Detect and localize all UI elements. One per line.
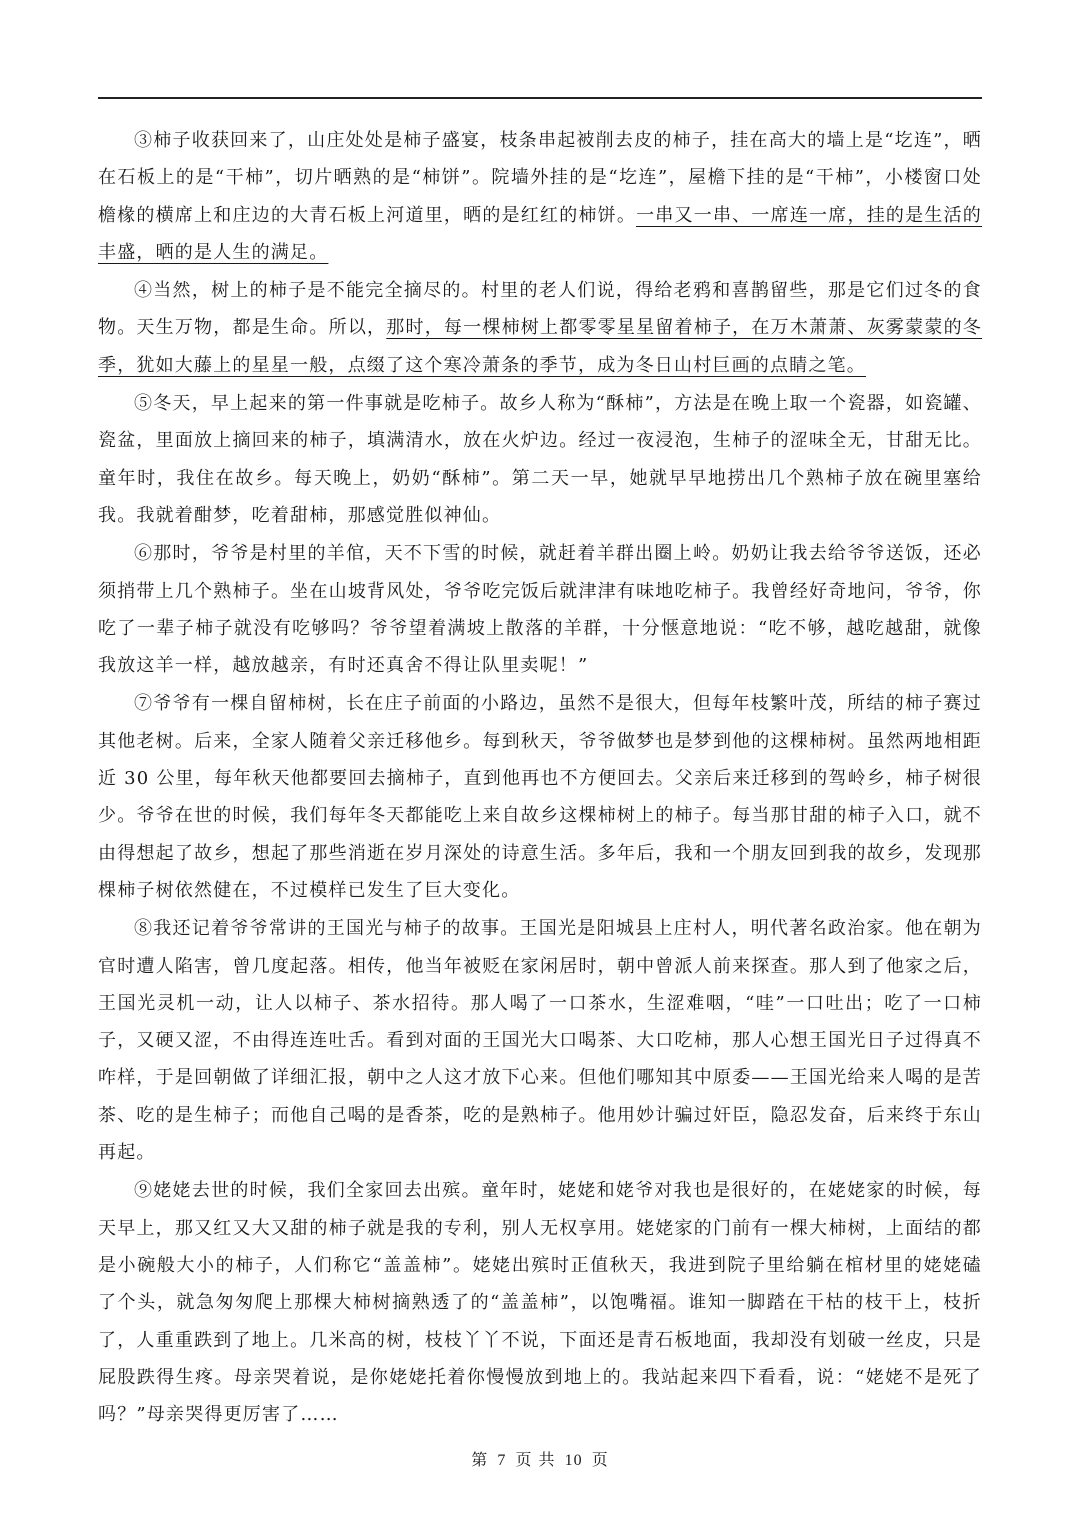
paragraph-text: ⑤冬天，早上起来的第一件事就是吃柿子。故乡人称为“酥柿”，方法是在晚上取一个瓷器，如瓷罐、瓷盆，里面放上摘回来的柿子，填满清水，放在火炉边。经过一夜浸泡，生柿子的涩味全无，甘甜无比。童年时，我住在故乡。每天晚上，奶奶“酥柿”。第二天一早，她就早早地捞出几个熟柿子放在碗里塞给我。我就着酣梦，吃着甜柿，那感觉胜似神仙。	[98, 393, 982, 526]
current-page-number: 7	[497, 1452, 507, 1469]
paragraph-6	[98, 535, 982, 684]
footer-middle: 页 共	[515, 1450, 556, 1469]
paragraph-text: ⑥那时，爷爷是村里的羊倌，天不下雪的时候，就赶着羊群出圈上岭。奶奶让我去给爷爷送饭，还必须捎带上几个熟柿子。坐在山坡背风处，爷爷吃完饭后就津津有味地吃柿子。我曾经好奇地问，爷爷，你吃了一辈子柿子就没有吃够吗？爷爷望着满坡上散落的羊群，十分惬意地说：“吃不够，越吃越甜，就像我放这羊一样，越放越亲，有时还真舍不得让队里卖呢！”	[98, 543, 982, 677]
paragraph-text: ⑨姥姥去世的时候，我们全家回去出殡。童年时，姥姥和姥爷对我也是很好的，在姥姥家的时候，每天早上，那又红又大又甜的柿子就是我的专利，别人无权享用。姥姥家的门前有一棵大柿树，上面结的都是小碗般大小的柿子，人们称它“盖盖柿”。姥姥出殡时正值秋天，我进到院子里给躺在棺材里的姥姥磕了个头，就急匆匆爬上那棵大柿树摘熟透了的“盖盖柿”，以饱嘴福。谁知一脚踏在干枯的枝干上，枝折了，人重重跌到了地上。几米高的树，枝枝丫丫不说，下面还是青石板地面，我却没有划破一丝皮，只是屁股跌得生疼。母亲哭着说，是你姥姥托着你慢慢放到地上的。我站起来四下看看，说：“姥姥不是死了吗？”母亲哭得更厉害了……	[98, 1180, 982, 1426]
underlined-sentence: 一串又一串、一席连一席，挂的是生活的丰盛，晒的是人生的满足。	[98, 204, 982, 263]
paragraph-4	[98, 272, 982, 384]
paragraph-text: ③柿子收获回来了，山庄处处是柿子盛宴，枝条串起被削去皮的柿子，挂在高大的墙上是“圪连”，晒在石板上的是“干柿”，切片晒熟的是“柿饼”。院墙外挂的是“圪连”，屋檐下挂的是“干柿”，小楼窗口处檐椽的横席上和庄边的大青石板上河道里，晒的是红红的柿饼。	[98, 130, 982, 226]
paragraph-text: ⑧我还记着爷爷常讲的王国光与柿子的故事。王国光是阳城县上庄村人，明代著名政治家。他在朝为官时遭人陷害，曾几度起落。相传，他当年被贬在家闲居时，朝中曾派人前来探查。那人到了他家之后，王国光灵机一动，让人以柿子、茶水招待。那人喝了一口茶水，生涩难咽，“哇”一口吐出；吃了一口柿子，又硬又涩，不由得连连吐舌。看到对面的王国光大口喝茶、大口吃柿，那人心想王国光日子过得真不咋样，于是回朝做了详细汇报，朝中之人这才放下心来。但他们哪知其中原委——王国光给来人喝的是苦茶、吃的是生柿子；而他自己喝的是香茶，吃的是熟柿子。他用妙计骗过奸臣，隐忍发奋，后来终于东山再起。	[98, 918, 982, 1164]
paragraph-5	[98, 385, 982, 534]
article-body	[98, 122, 982, 1434]
underlined-sentence: 那时，每一棵柿树上都零零星星留着柿子，在万木萧萧、灰雾蒙蒙的冬季，犹如大藤上的星星一般，点缀了这个寒冷萧条的季节，成为冬日山村巨画的点睛之笔。	[98, 317, 982, 376]
footer-prefix: 第	[471, 1450, 489, 1469]
paragraph-text: ④当然，树上的柿子是不能完全摘尽的。村里的老人们说，得给老鸦和喜鹊留些，那是它们过冬的食物。天生万物，都是生命。所以，	[98, 280, 982, 339]
total-page-count: 10	[564, 1452, 583, 1469]
paragraph-text: ⑦爷爷有一棵自留柿树，长在庄子前面的小路边，虽然不是很大，但每年枝繁叶茂，所结的柿子赛过其他老树。后来，全家人随着父亲迁移他乡。每到秋天，爷爷做梦也是梦到他的这棵柿树。虽然两地相距近 30 公里，每年秋天他都要回去摘柿子，直到他再也不方便回去。父亲后来迁移到的驾岭乡，柿子树很少。爷爷在世的时候，我们每年冬天都能吃上来自故乡这棵柿树上的柿子。每当那甘甜的柿子入口，就不由得想起了故乡，想起了那些消逝在岁月深处的诗意生活。多年后，我和一个朋友回到我的故乡，发现那棵柿子树依然健在，不过模样已发生了巨大变化。	[98, 693, 982, 901]
footer-suffix: 页	[591, 1450, 609, 1469]
paragraph-8	[98, 910, 982, 1171]
page-footer	[0, 1447, 1080, 1470]
paragraph-7	[98, 685, 982, 909]
header-rule	[98, 97, 982, 99]
paragraph-9	[98, 1172, 982, 1433]
paragraph-3	[98, 122, 982, 271]
